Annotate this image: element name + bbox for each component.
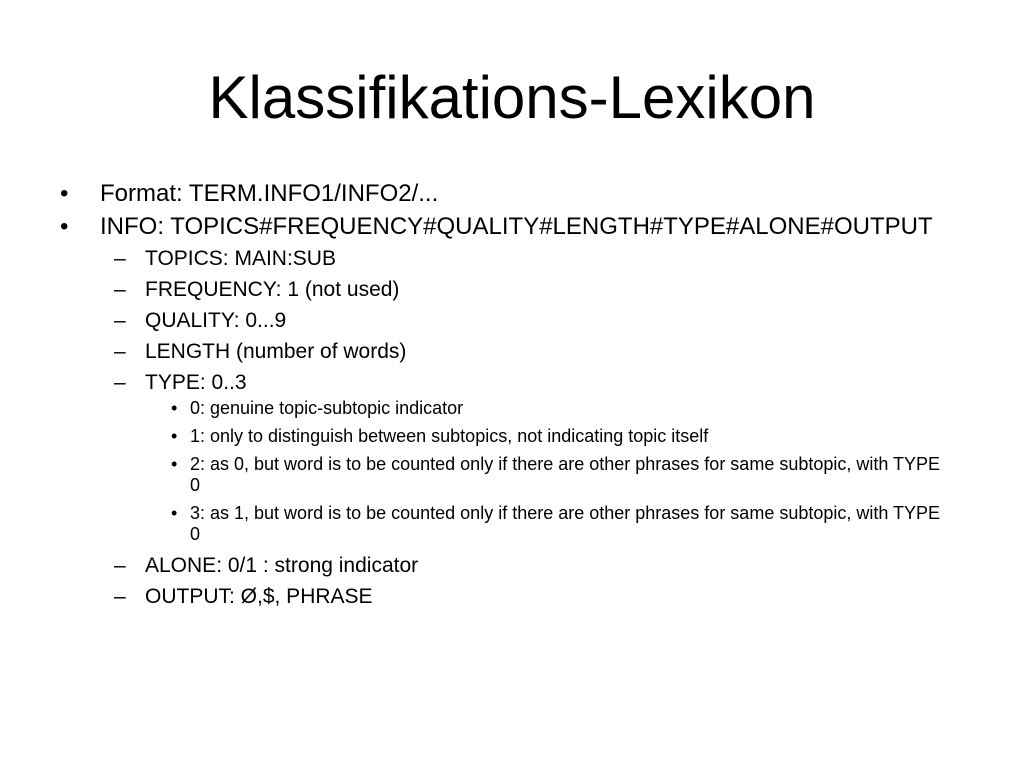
slide-title: Klassifikations-Lexikon [208, 64, 816, 131]
list-item-info [0, 212, 1000, 610]
sub-item-text: FREQUENCY: 1 (not used) [145, 278, 400, 301]
info-sublist [100, 245, 1000, 610]
list-item-format [0, 179, 1000, 209]
dash-marker: – [114, 278, 126, 301]
sub-item-text: LENGTH (number of words) [145, 340, 407, 363]
bullet-marker: • [171, 398, 178, 418]
dash-marker: – [114, 371, 126, 394]
type-item-text: 0: genuine topic-subtopic indicator [190, 398, 464, 418]
type-item-text: 2: as 0, but word is to be counted only if there are other phrases for same subtopic, with TYPE 0 [190, 454, 941, 495]
sub-item-frequency [100, 276, 1000, 303]
dash-marker: – [114, 309, 126, 332]
bullet-list [0, 179, 1000, 614]
type-sublist [145, 398, 1000, 545]
dash-marker: – [114, 340, 126, 363]
bullet-marker: • [171, 426, 178, 446]
sub-item-quality [100, 307, 1000, 334]
dash-marker: – [114, 554, 126, 577]
sub-item-topics [100, 245, 1000, 272]
type-item-0 [145, 398, 950, 419]
sub-item-text: TOPICS: MAIN:SUB [145, 247, 336, 270]
sub-item-text: TYPE: 0..3 [145, 371, 247, 394]
sub-item-output [100, 583, 1000, 610]
sub-item-text: QUALITY: 0...9 [145, 309, 287, 332]
type-item-text: 1: only to distinguish between subtopics, not indicating topic itself [190, 426, 709, 446]
sub-item-alone [100, 552, 1000, 579]
sub-item-text: ALONE: 0/1 : strong indicator [145, 554, 419, 577]
bullet-marker: • [60, 180, 69, 207]
bullet-marker: • [60, 213, 69, 240]
dash-marker: – [114, 247, 126, 270]
list-item-text: Format: TERM.INFO1/INFO2/... [100, 180, 439, 207]
sub-item-length [100, 338, 1000, 365]
list-item-text: INFO: TOPICS#FREQUENCY#QUALITY#LENGTH#TYPE#ALONE#OUTPUT [100, 213, 933, 240]
sub-item-type [100, 369, 1000, 545]
type-item-1 [145, 426, 950, 447]
bullet-marker: • [171, 454, 178, 474]
type-item-2 [145, 454, 950, 496]
type-item-3 [145, 503, 950, 545]
type-item-text: 3: as 1, but word is to be counted only if there are other phrases for same subtopic, with TYPE 0 [190, 503, 941, 544]
dash-marker: – [114, 585, 126, 608]
bullet-marker: • [171, 503, 178, 523]
sub-item-text: OUTPUT: Ø,$, PHRASE [145, 585, 373, 608]
